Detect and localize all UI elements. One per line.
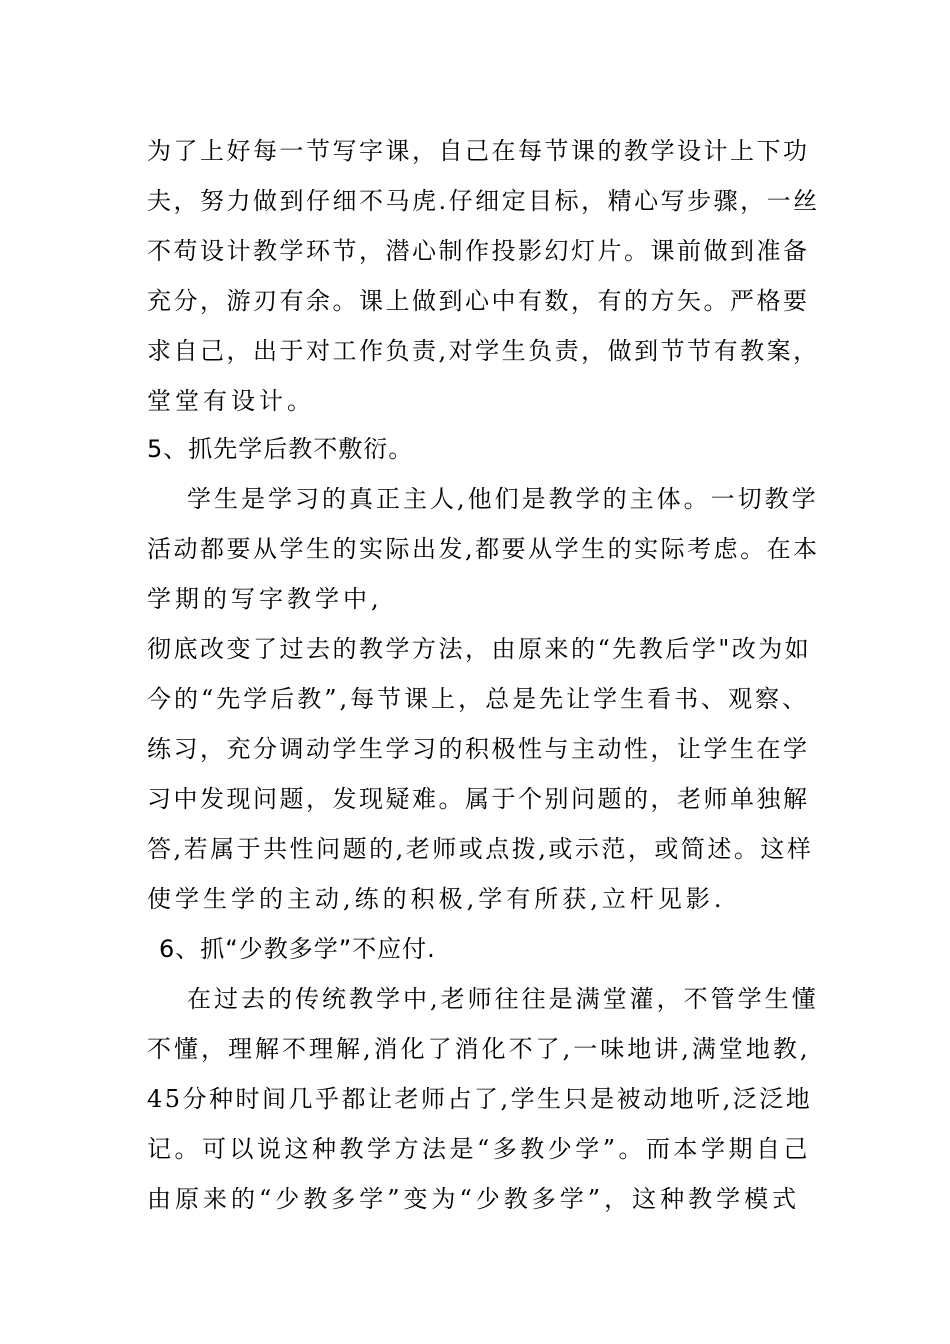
paragraph-line: 答,若属于共性问题的,老师或点拨,或示范，或简述。这样: [147, 835, 814, 863]
paragraph-line: 夫，努力做到仔细不马虎.仔细定目标，精心写步骤，一丝: [147, 187, 820, 215]
paragraph-line: 使学生学的主动,练的积极,学有所获,立杆见影.: [147, 885, 726, 913]
paragraph-line: 今的“先学后教”,每节课上，总是先让学生看书、观察、: [147, 685, 810, 713]
paragraph-line: 习中发现问题，发现疑难。属于个别问题的，老师单独解: [147, 785, 810, 813]
section-heading-5: 5、抓先学后教不敷衍。: [147, 435, 414, 463]
paragraph-line: 彻底改变了过去的教学方法，由原来的“先教后学"改为如: [147, 635, 812, 663]
paragraph-line: 记。可以说这种教学方法是“多教少学”。而本学期自己: [147, 1135, 812, 1163]
paragraph-line: 充分，游刃有余。课上做到心中有数，有的方矢。严格要: [147, 287, 810, 315]
section-heading-6: 6、抓“少教多学”不应付.: [159, 935, 436, 963]
paragraph-line: 学期的写字教学中,: [147, 585, 383, 613]
paragraph-line: 为了上好每一节写字课，自己在每节课的教学设计上下功: [147, 137, 810, 165]
paragraph-line: 45分种时间几乎都让老师占了,学生只是被动地听,泛泛地: [147, 1085, 813, 1113]
paragraph-line: 不懂，理解不理解,消化了消化不了,一味地讲,满堂地教,: [147, 1035, 811, 1063]
paragraph-line: 堂堂有设计。: [147, 387, 315, 415]
paragraph-line: 由原来的“少教多学”变为“少教多学”，这种教学模式: [147, 1185, 801, 1213]
paragraph-line: 求自己，出于对工作负责,对学生负责，做到节节有教案，: [147, 337, 820, 365]
paragraph-line: 在过去的传统教学中,老师往往是满堂灌，不管学生懂: [187, 985, 819, 1013]
paragraph-line: 活动都要从学生的实际出发,都要从学生的实际考虑。在本: [147, 535, 820, 563]
paragraph-line: 学生是学习的真正主人,他们是教学的主体。一切教学: [187, 485, 819, 513]
paragraph-line: 练习，充分调动学生学习的积极性与主动性，让学生在学: [147, 735, 810, 763]
paragraph-line: 不苟设计教学环节，潜心制作投影幻灯片。课前做到准备: [147, 237, 810, 265]
